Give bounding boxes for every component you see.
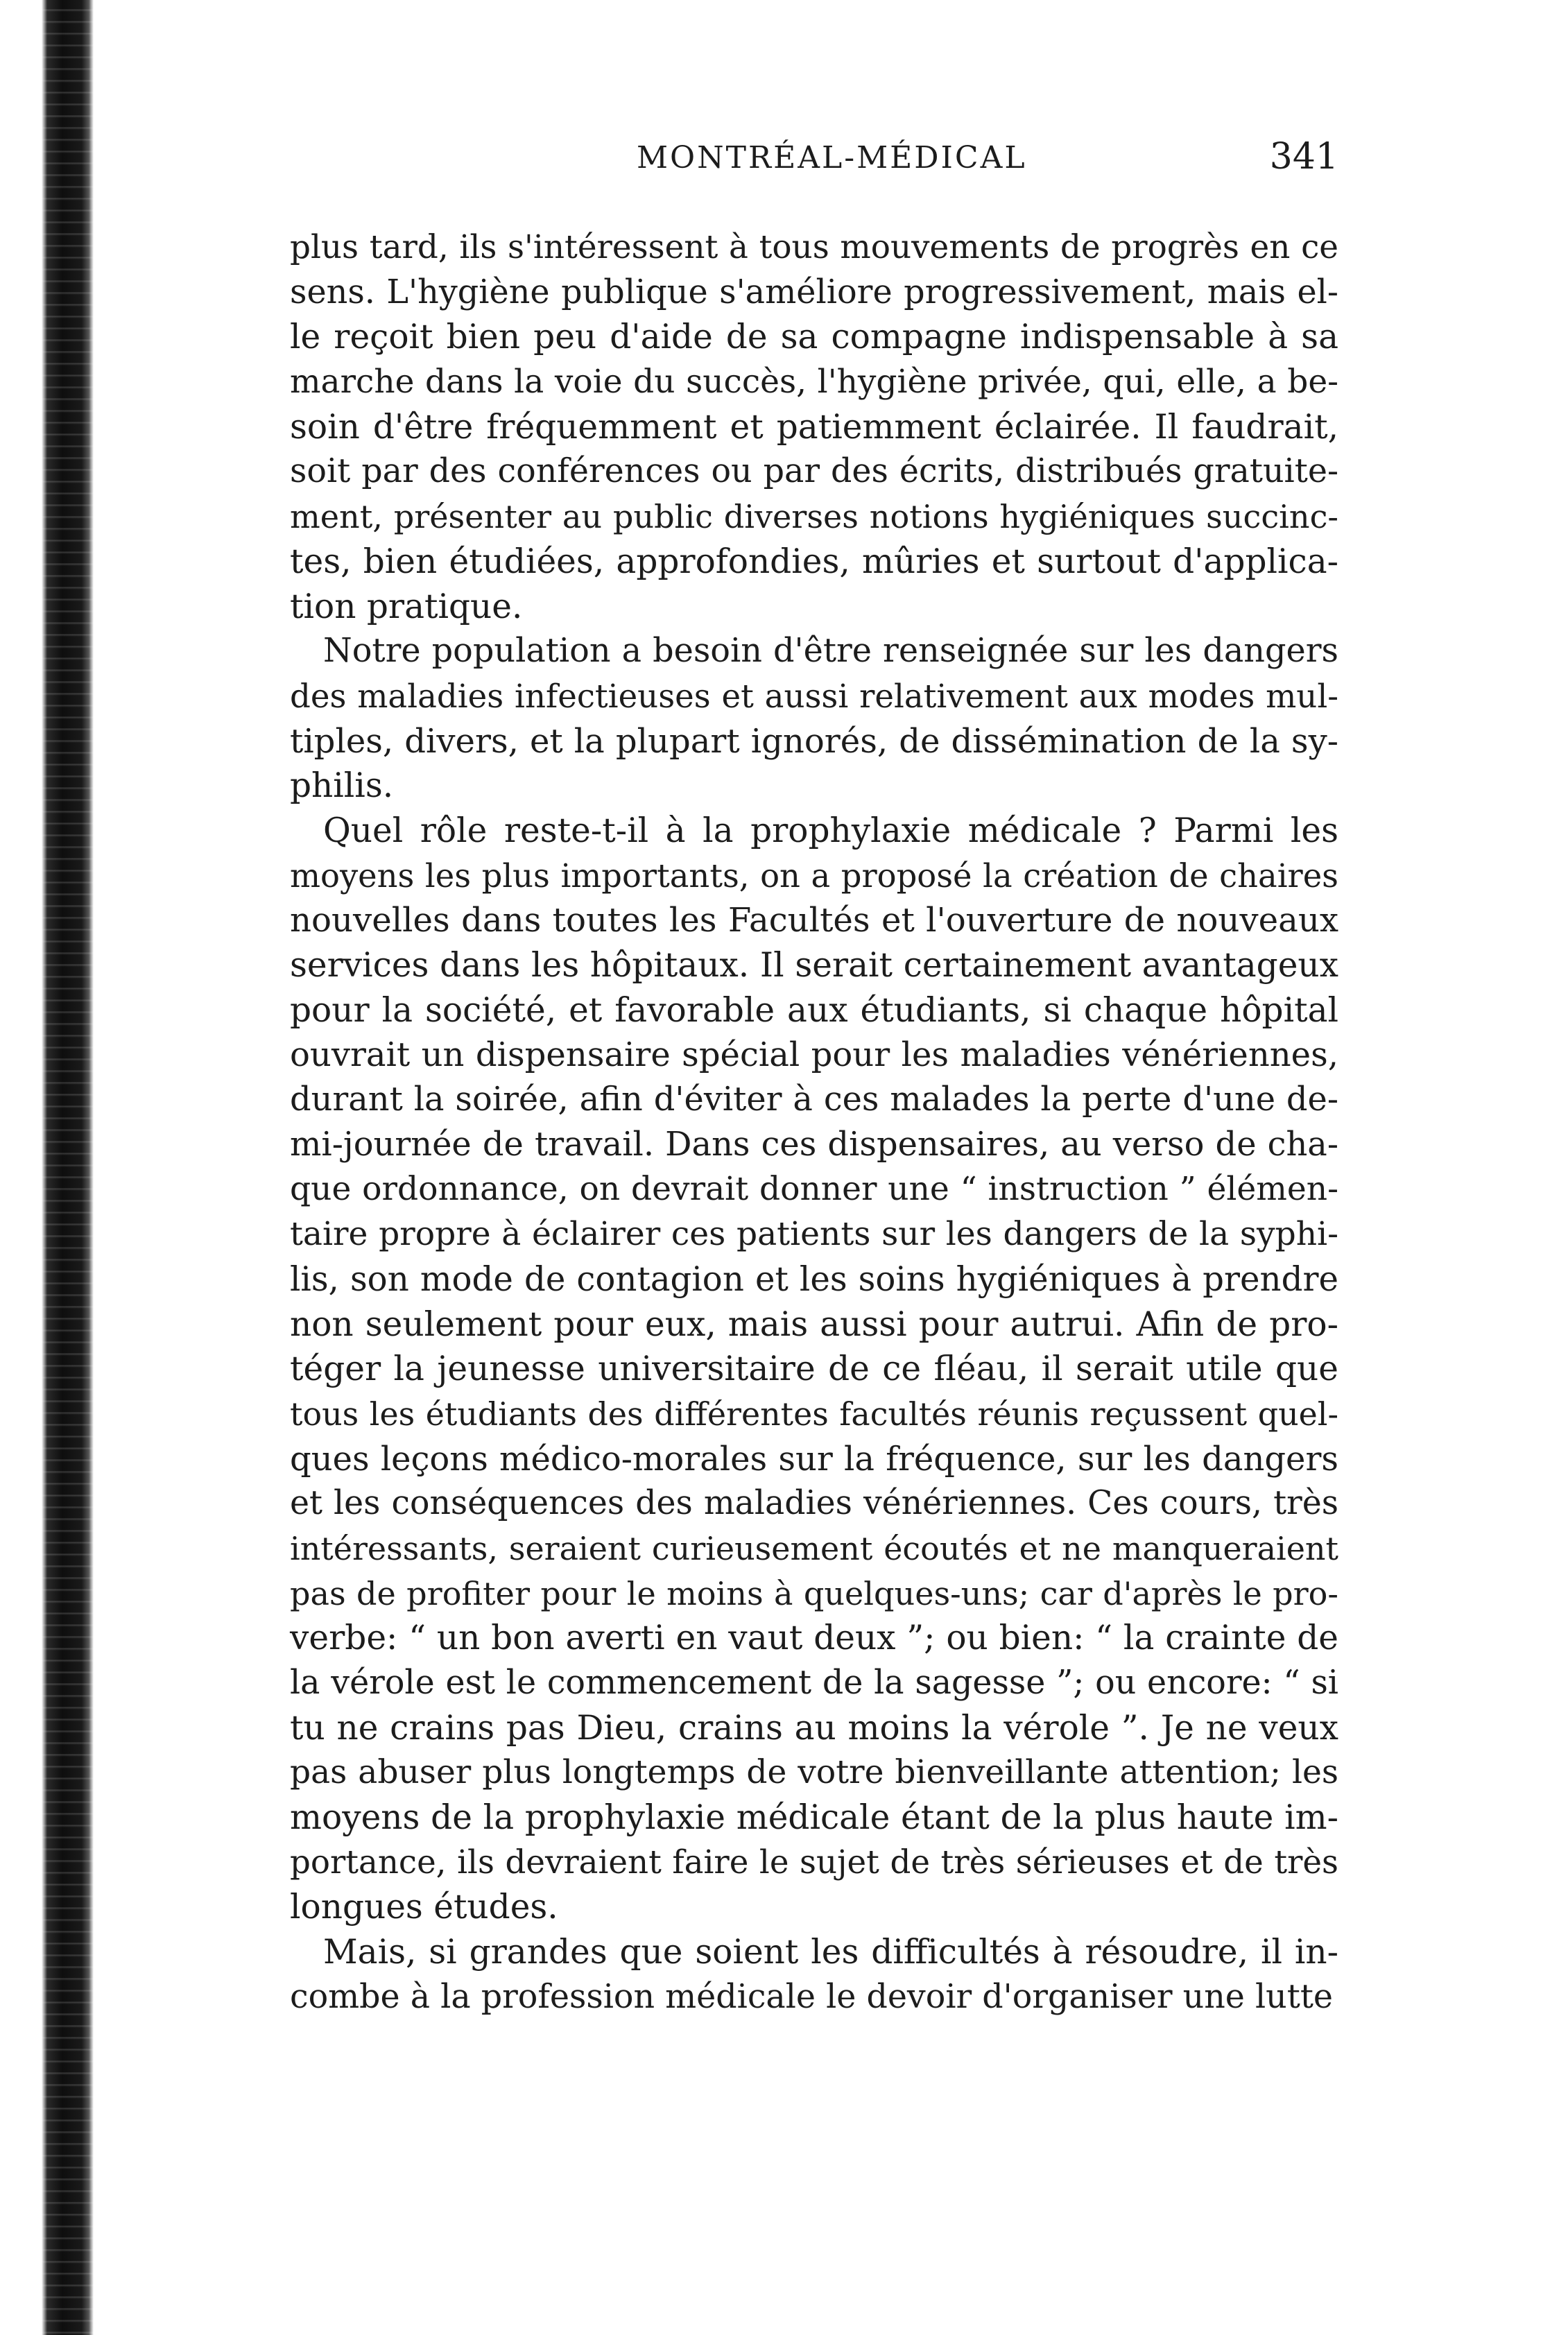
page-number: 341	[1269, 136, 1338, 178]
text-line: portance, ils devraient faire le sujet de très sérieuses et de très	[290, 1843, 1338, 1881]
text-line: taire propre à éclairer ces patients sur les dangers de la syphi-	[290, 1215, 1338, 1254]
text-line: tiples, divers, et la plupart ignorés, de dissémination de la sy-	[290, 721, 1338, 761]
text-line: le reçoit bien peu d'aide de sa compagne indispensable à sa	[290, 318, 1338, 357]
text-line: Notre population a besoin d'être renseignée sur les dangers	[323, 632, 1338, 671]
running-head: MONTRÉAL-MÉDICAL	[637, 140, 1027, 175]
text-line: moyens les plus importants, on a proposé la création de chaires	[290, 856, 1338, 895]
text-line: plus tard, ils s'intéressent à tous mouvements de progrès en ce	[290, 229, 1338, 266]
text-line: philis.	[290, 766, 394, 806]
text-line: pour la société, et favorable aux étudiants, si chaque hôpital	[290, 990, 1338, 1030]
text-line: et les conséquences des maladies vénériennes. Ces cours, très	[290, 1484, 1338, 1523]
paragraph	[290, 1930, 1338, 2019]
text-line: que ordonnance, on devrait donner une “ instruction ” élémen-	[290, 1170, 1338, 1209]
text-line: ment, présenter au public diverses notions hygiéniques succinc-	[290, 498, 1338, 536]
text-line: tion pratique.	[290, 587, 523, 626]
text-line: verbe: “ un bon averti en vaut deux ”; ou bien: “ la crainte de	[290, 1619, 1338, 1658]
text-line: pas abuser plus longtemps de votre bienveillante attention; les	[290, 1753, 1338, 1792]
body-text	[290, 225, 1338, 2020]
text-line: la vérole est le commencement de la sagesse ”; ou encore: “ si	[290, 1664, 1338, 1702]
text-line: intéressants, seraient curieusement écoutés et ne manqueraient	[290, 1529, 1338, 1567]
text-line: non seulement pour eux, mais aussi pour autrui. Afin de pro-	[290, 1304, 1338, 1344]
text-line: tu ne crains pas Dieu, crains au moins la vérole ”. Je ne veux	[290, 1708, 1338, 1748]
text-line: soin d'être fréquemment et patiemment éclairée. Il faudrait,	[290, 407, 1338, 447]
text-line: marche dans la voie du succès, l'hygiène privée, qui, elle, a be-	[290, 363, 1338, 402]
text-line: soit par des conférences ou par des écrits, distribués gratuite-	[290, 452, 1338, 491]
text-line: nouvelles dans toutes les Facultés et l'ouverture de nouveaux	[290, 901, 1338, 940]
paragraph	[290, 629, 1338, 809]
text-line: pas de profiter pour le moins à quelques-uns; car d'après le pro-	[290, 1574, 1338, 1612]
text-line: téger la jeunesse universitaire de ce fléau, il serait utile que	[290, 1350, 1338, 1389]
text-line: lis, son mode de contagion et les soins hygiéniques à prendre	[290, 1259, 1338, 1299]
text-line: des maladies infectieuses et aussi relativement aux modes mul-	[290, 677, 1338, 715]
text-line: tes, bien étudiées, approfondies, mûries et surtout d'applica-	[290, 542, 1338, 581]
page-header	[290, 136, 1338, 182]
text-line: combe à la profession médicale le devoir d'organiser une lutte	[290, 1977, 1333, 2016]
text-line: durant la soirée, afin d'éviter à ces malades la perte d'une de-	[290, 1080, 1338, 1119]
binding-texture	[0, 0, 94, 2335]
paragraph	[290, 809, 1338, 1930]
text-line: services dans les hôpitaux. Il serait certainement avantageux	[290, 946, 1338, 985]
text-line: ques leçons médico-morales sur la fréquence, sur les dangers	[290, 1439, 1338, 1479]
text-line: sens. L'hygiène publique s'améliore progressivement, mais el-	[290, 273, 1338, 311]
text-line: Mais, si grandes que soient les difficultés à résoudre, il in-	[323, 1933, 1338, 1972]
text-line: tous les étudiants des différentes facultés réunis reçussent quel-	[290, 1395, 1338, 1433]
text-line: ouvrait un dispensaire spécial pour les maladies vénériennes,	[290, 1035, 1338, 1075]
text-line: mi-journée de travail. Dans ces dispensaires, au verso de cha-	[290, 1125, 1338, 1164]
text-line: moyens de la prophylaxie médicale étant de la plus haute im-	[290, 1798, 1338, 1838]
paragraph	[290, 225, 1338, 629]
text-line: Quel rôle reste-t-il à la prophylaxie médicale ? Parmi les	[323, 811, 1338, 850]
text-line: longues études.	[290, 1888, 558, 1927]
